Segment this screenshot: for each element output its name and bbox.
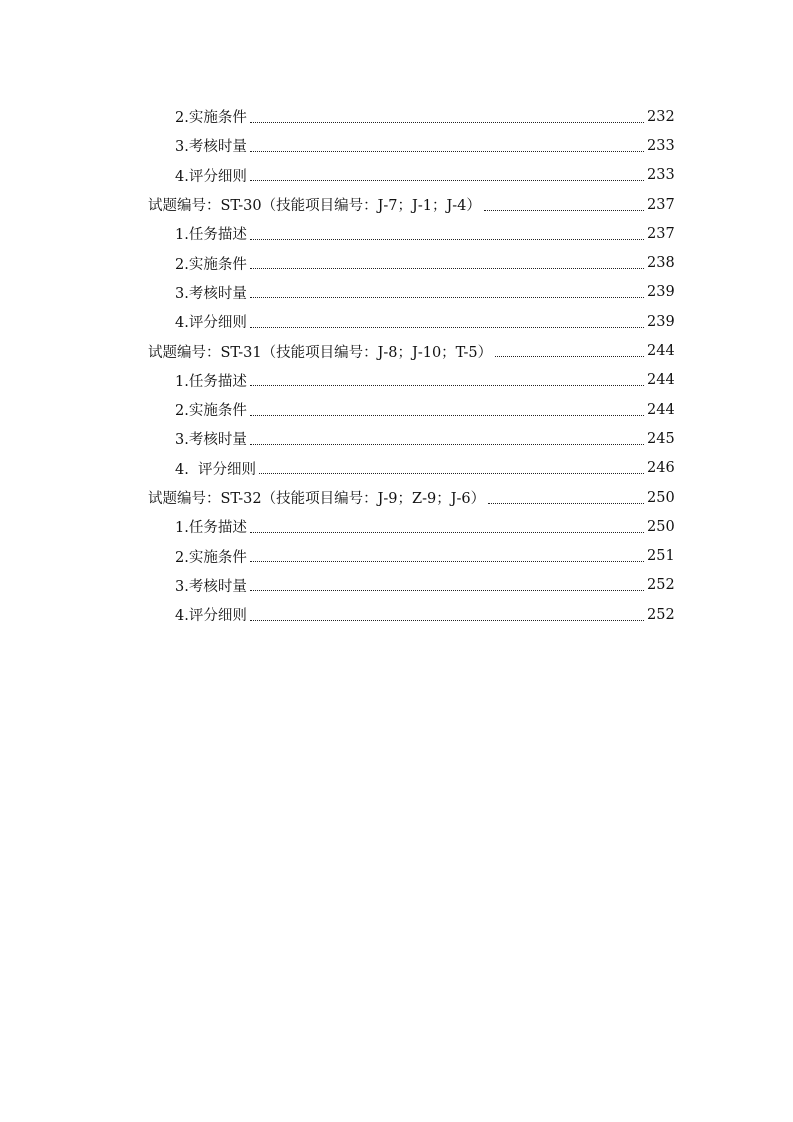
toc-dot-leader <box>495 355 644 357</box>
toc-page-number: 250 <box>647 489 675 506</box>
toc-dot-leader <box>488 502 644 504</box>
toc-entry-subsection[interactable] <box>0 571 793 600</box>
toc-entry-subsection[interactable] <box>0 366 793 395</box>
toc-entry-title: 2.实施条件 <box>175 110 247 127</box>
toc-entry-title: 试题编号：ST-30（技能项目编号：J-7；J-1；J-4） <box>148 198 481 215</box>
toc-entry-title: 1.任务描述 <box>175 227 247 244</box>
toc-page-number: 244 <box>647 372 675 389</box>
toc-entry-title: 4.评分细则 <box>175 315 247 332</box>
toc-page-number: 244 <box>647 401 675 418</box>
toc-page-number: 237 <box>647 196 675 213</box>
toc-page-number: 233 <box>647 167 675 184</box>
toc-entry-subsection[interactable] <box>0 219 793 248</box>
toc-dot-leader <box>250 326 644 328</box>
toc-entry-subsection[interactable] <box>0 248 793 277</box>
toc-entry-title: 4.评分细则 <box>175 168 247 185</box>
toc-dot-leader <box>250 296 644 298</box>
toc-entry-subsection[interactable] <box>0 454 793 483</box>
toc-entry-title: 试题编号：ST-32（技能项目编号：J-9；Z-9；J-6） <box>148 491 486 507</box>
toc-dot-leader <box>250 267 644 269</box>
toc-page-number: 252 <box>647 606 675 623</box>
table-of-contents <box>0 102 793 629</box>
toc-entry-title: 2.实施条件 <box>175 549 247 566</box>
toc-entry-subsection[interactable] <box>0 395 793 424</box>
toc-dot-leader <box>484 209 644 211</box>
toc-entry-subsection[interactable] <box>0 512 793 541</box>
toc-dot-leader <box>250 179 644 181</box>
toc-entry-section[interactable] <box>0 190 793 219</box>
toc-entry-subsection[interactable] <box>0 424 793 453</box>
toc-page-number: 238 <box>647 255 675 272</box>
toc-page-number: 239 <box>647 284 675 301</box>
toc-page-number: 246 <box>647 460 675 477</box>
toc-dot-leader <box>250 531 644 533</box>
toc-entry-title: 1.任务描述 <box>175 373 247 390</box>
toc-entry-title: 1.任务描述 <box>175 520 247 537</box>
toc-entry-title: 4. 评分细则 <box>175 461 257 478</box>
toc-entry-subsection[interactable] <box>0 102 793 131</box>
toc-page-number: 251 <box>647 548 675 565</box>
toc-dot-leader <box>250 384 644 386</box>
toc-page-number: 237 <box>647 225 675 242</box>
toc-entry-subsection[interactable] <box>0 131 793 160</box>
toc-dot-leader <box>250 238 644 240</box>
toc-entry-title: 3.考核时量 <box>175 578 247 595</box>
toc-dot-leader <box>250 589 644 591</box>
toc-page-number: 239 <box>647 313 675 330</box>
toc-dot-leader <box>259 472 644 474</box>
toc-entry-title: 2.实施条件 <box>175 256 247 273</box>
toc-entry-subsection[interactable] <box>0 307 793 336</box>
toc-entry-section[interactable] <box>0 336 793 365</box>
toc-entry-section[interactable] <box>0 483 793 512</box>
toc-page-number: 252 <box>647 577 675 594</box>
toc-entry-subsection[interactable] <box>0 161 793 190</box>
toc-entry-subsection[interactable] <box>0 541 793 570</box>
toc-page-number: 232 <box>647 108 675 125</box>
toc-page-number: 245 <box>647 430 675 447</box>
toc-page-number: 250 <box>647 518 675 535</box>
toc-dot-leader <box>250 560 644 562</box>
toc-entry-title: 3.考核时量 <box>175 432 247 449</box>
toc-entry-title: 4.评分细则 <box>175 608 247 625</box>
toc-dot-leader <box>250 414 644 416</box>
toc-page-number: 244 <box>647 343 675 360</box>
toc-entry-subsection[interactable] <box>0 278 793 307</box>
toc-entry-title: 3.考核时量 <box>175 139 247 156</box>
toc-entry-title: 试题编号：ST-31（技能项目编号：J-8；J-10；T-5） <box>148 344 493 361</box>
toc-entry-subsection[interactable] <box>0 600 793 629</box>
toc-dot-leader <box>250 121 644 123</box>
toc-dot-leader <box>250 619 644 621</box>
toc-entry-title: 2.实施条件 <box>175 403 247 420</box>
toc-dot-leader <box>250 150 644 152</box>
toc-page-number: 233 <box>647 137 675 154</box>
toc-dot-leader <box>250 443 644 445</box>
toc-entry-title: 3.考核时量 <box>175 285 247 302</box>
